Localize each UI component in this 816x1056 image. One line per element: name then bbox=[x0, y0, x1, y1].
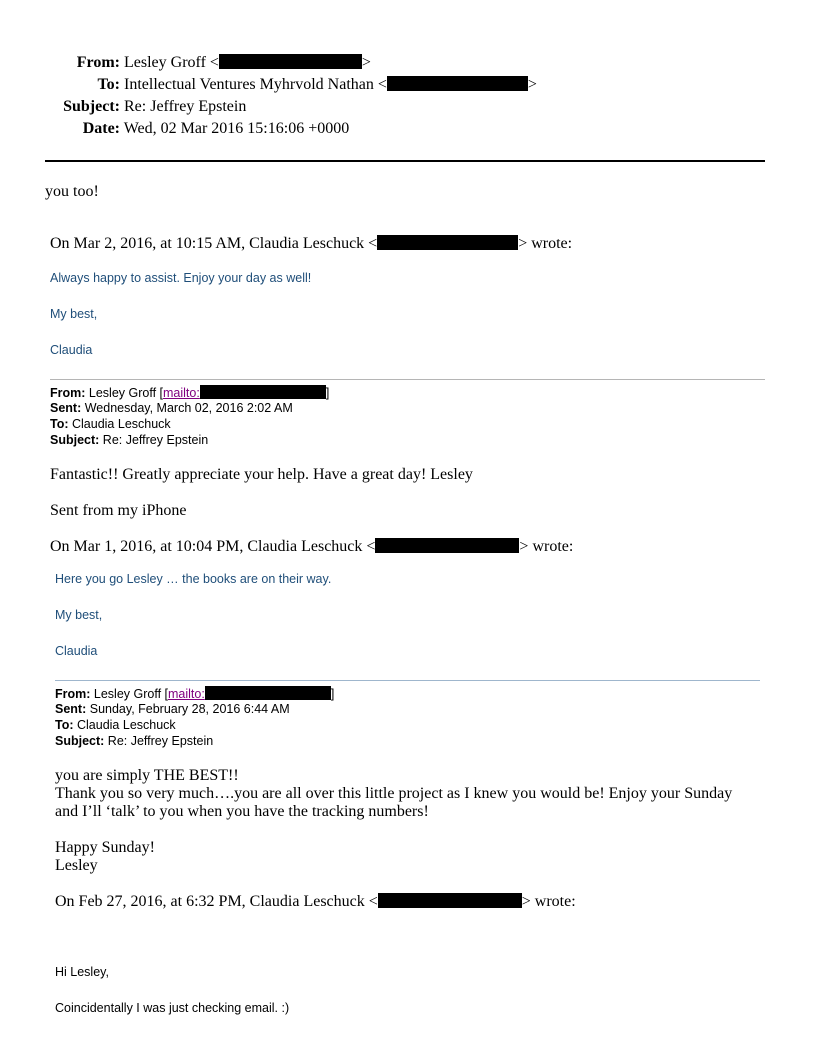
mailto-link[interactable]: mailto: bbox=[163, 386, 200, 400]
quote-divider bbox=[50, 379, 765, 380]
quote-divider bbox=[55, 680, 760, 681]
wrote-line bbox=[55, 893, 576, 911]
close-bracket: > bbox=[361, 54, 371, 71]
wrote-prefix: On Feb 27, 2016, at 6:32 PM, Claudia Leschuck < bbox=[55, 893, 378, 910]
to-value: Intellectual Ventures Myhrvold Nathan < bbox=[124, 76, 387, 93]
close-bracket: ] bbox=[325, 386, 330, 400]
quoted-text: My best, bbox=[55, 608, 103, 622]
to-value: Claudia Leschuck bbox=[77, 718, 176, 732]
wrote-prefix: On Mar 2, 2016, at 10:15 AM, Claudia Leschuck < bbox=[50, 235, 378, 252]
message-text: Lesley bbox=[55, 857, 98, 874]
date-label: Date: bbox=[82, 120, 120, 137]
header-divider bbox=[45, 160, 765, 162]
header-from-row bbox=[60, 54, 371, 72]
subject-label: Subject: bbox=[55, 734, 105, 748]
to-label: To: bbox=[50, 417, 69, 431]
header-date-row bbox=[60, 120, 349, 138]
quoted-from-row bbox=[55, 686, 334, 701]
close-bracket: > bbox=[527, 76, 537, 93]
quoted-sent-row bbox=[55, 702, 290, 716]
quoted-subject-row bbox=[55, 734, 213, 748]
subject-value: Re: Jeffrey Epstein bbox=[124, 98, 247, 115]
wrote-suffix: > wrote: bbox=[518, 235, 573, 252]
redaction-box bbox=[387, 76, 528, 91]
quoted-text: Always happy to assist. Enjoy your day as well! bbox=[50, 271, 312, 285]
sent-value: Sunday, February 28, 2016 6:44 AM bbox=[89, 702, 290, 716]
redaction-box bbox=[219, 54, 362, 69]
redaction-box bbox=[378, 893, 522, 908]
message-text: Coincidentally I was just checking email. :) bbox=[55, 1001, 290, 1015]
quoted-text: My best, bbox=[50, 307, 98, 321]
redaction-box bbox=[375, 538, 519, 553]
from-value: Lesley Groff [ bbox=[88, 386, 164, 400]
message-text: Happy Sunday! bbox=[55, 839, 155, 856]
from-label: From: bbox=[55, 687, 91, 701]
message-text: Sent from my iPhone bbox=[50, 502, 187, 519]
from-value: Lesley Groff < bbox=[124, 54, 219, 71]
header-to-row bbox=[60, 76, 537, 94]
quoted-text: Claudia bbox=[50, 343, 93, 357]
subject-label: Subject: bbox=[50, 433, 100, 447]
message-text: you are simply THE BEST!! bbox=[55, 767, 239, 784]
sent-label: Sent: bbox=[55, 702, 87, 716]
sent-value: Wednesday, March 02, 2016 2:02 AM bbox=[84, 401, 293, 415]
to-value: Claudia Leschuck bbox=[72, 417, 171, 431]
quoted-sent-row bbox=[50, 401, 293, 415]
quoted-text: Claudia bbox=[55, 644, 98, 658]
redaction-box bbox=[377, 235, 518, 250]
wrote-line bbox=[50, 538, 573, 556]
wrote-suffix: > wrote: bbox=[521, 893, 576, 910]
redaction-box bbox=[200, 385, 326, 399]
message-text: Thank you so very much….you are all over this little project as I knew you would be! Enjoy your Sunday bbox=[55, 785, 733, 802]
sent-label: Sent: bbox=[50, 401, 82, 415]
message-text: Fantastic!! Greatly appreciate your help. Have a great day! Lesley bbox=[50, 466, 473, 483]
wrote-line bbox=[50, 235, 572, 253]
quoted-to-row bbox=[50, 417, 171, 431]
subject-value: Re: Jeffrey Epstein bbox=[107, 734, 214, 748]
wrote-prefix: On Mar 1, 2016, at 10:04 PM, Claudia Leschuck < bbox=[50, 538, 376, 555]
quoted-subject-row bbox=[50, 433, 208, 447]
quoted-from-row bbox=[50, 385, 329, 400]
from-label: From: bbox=[50, 386, 86, 400]
date-value: Wed, 02 Mar 2016 15:16:06 +0000 bbox=[123, 120, 350, 137]
to-label: To: bbox=[97, 76, 120, 93]
mailto-link[interactable]: mailto: bbox=[168, 687, 205, 701]
header-subject-row bbox=[60, 98, 246, 116]
reply-text: you too! bbox=[45, 183, 99, 200]
close-bracket: ] bbox=[330, 687, 335, 701]
subject-value: Re: Jeffrey Epstein bbox=[102, 433, 209, 447]
quoted-text: Here you go Lesley … the books are on their way. bbox=[55, 572, 332, 586]
to-label: To: bbox=[55, 718, 74, 732]
subject-label: Subject: bbox=[63, 98, 120, 115]
message-text: Hi Lesley, bbox=[55, 965, 109, 979]
wrote-suffix: > wrote: bbox=[519, 538, 574, 555]
message-text: and I’ll ‘talk’ to you when you have the tracking numbers! bbox=[55, 803, 429, 820]
from-label: From: bbox=[76, 54, 120, 71]
redaction-box bbox=[205, 686, 331, 700]
from-value: Lesley Groff [ bbox=[93, 687, 169, 701]
quoted-to-row bbox=[55, 718, 176, 732]
